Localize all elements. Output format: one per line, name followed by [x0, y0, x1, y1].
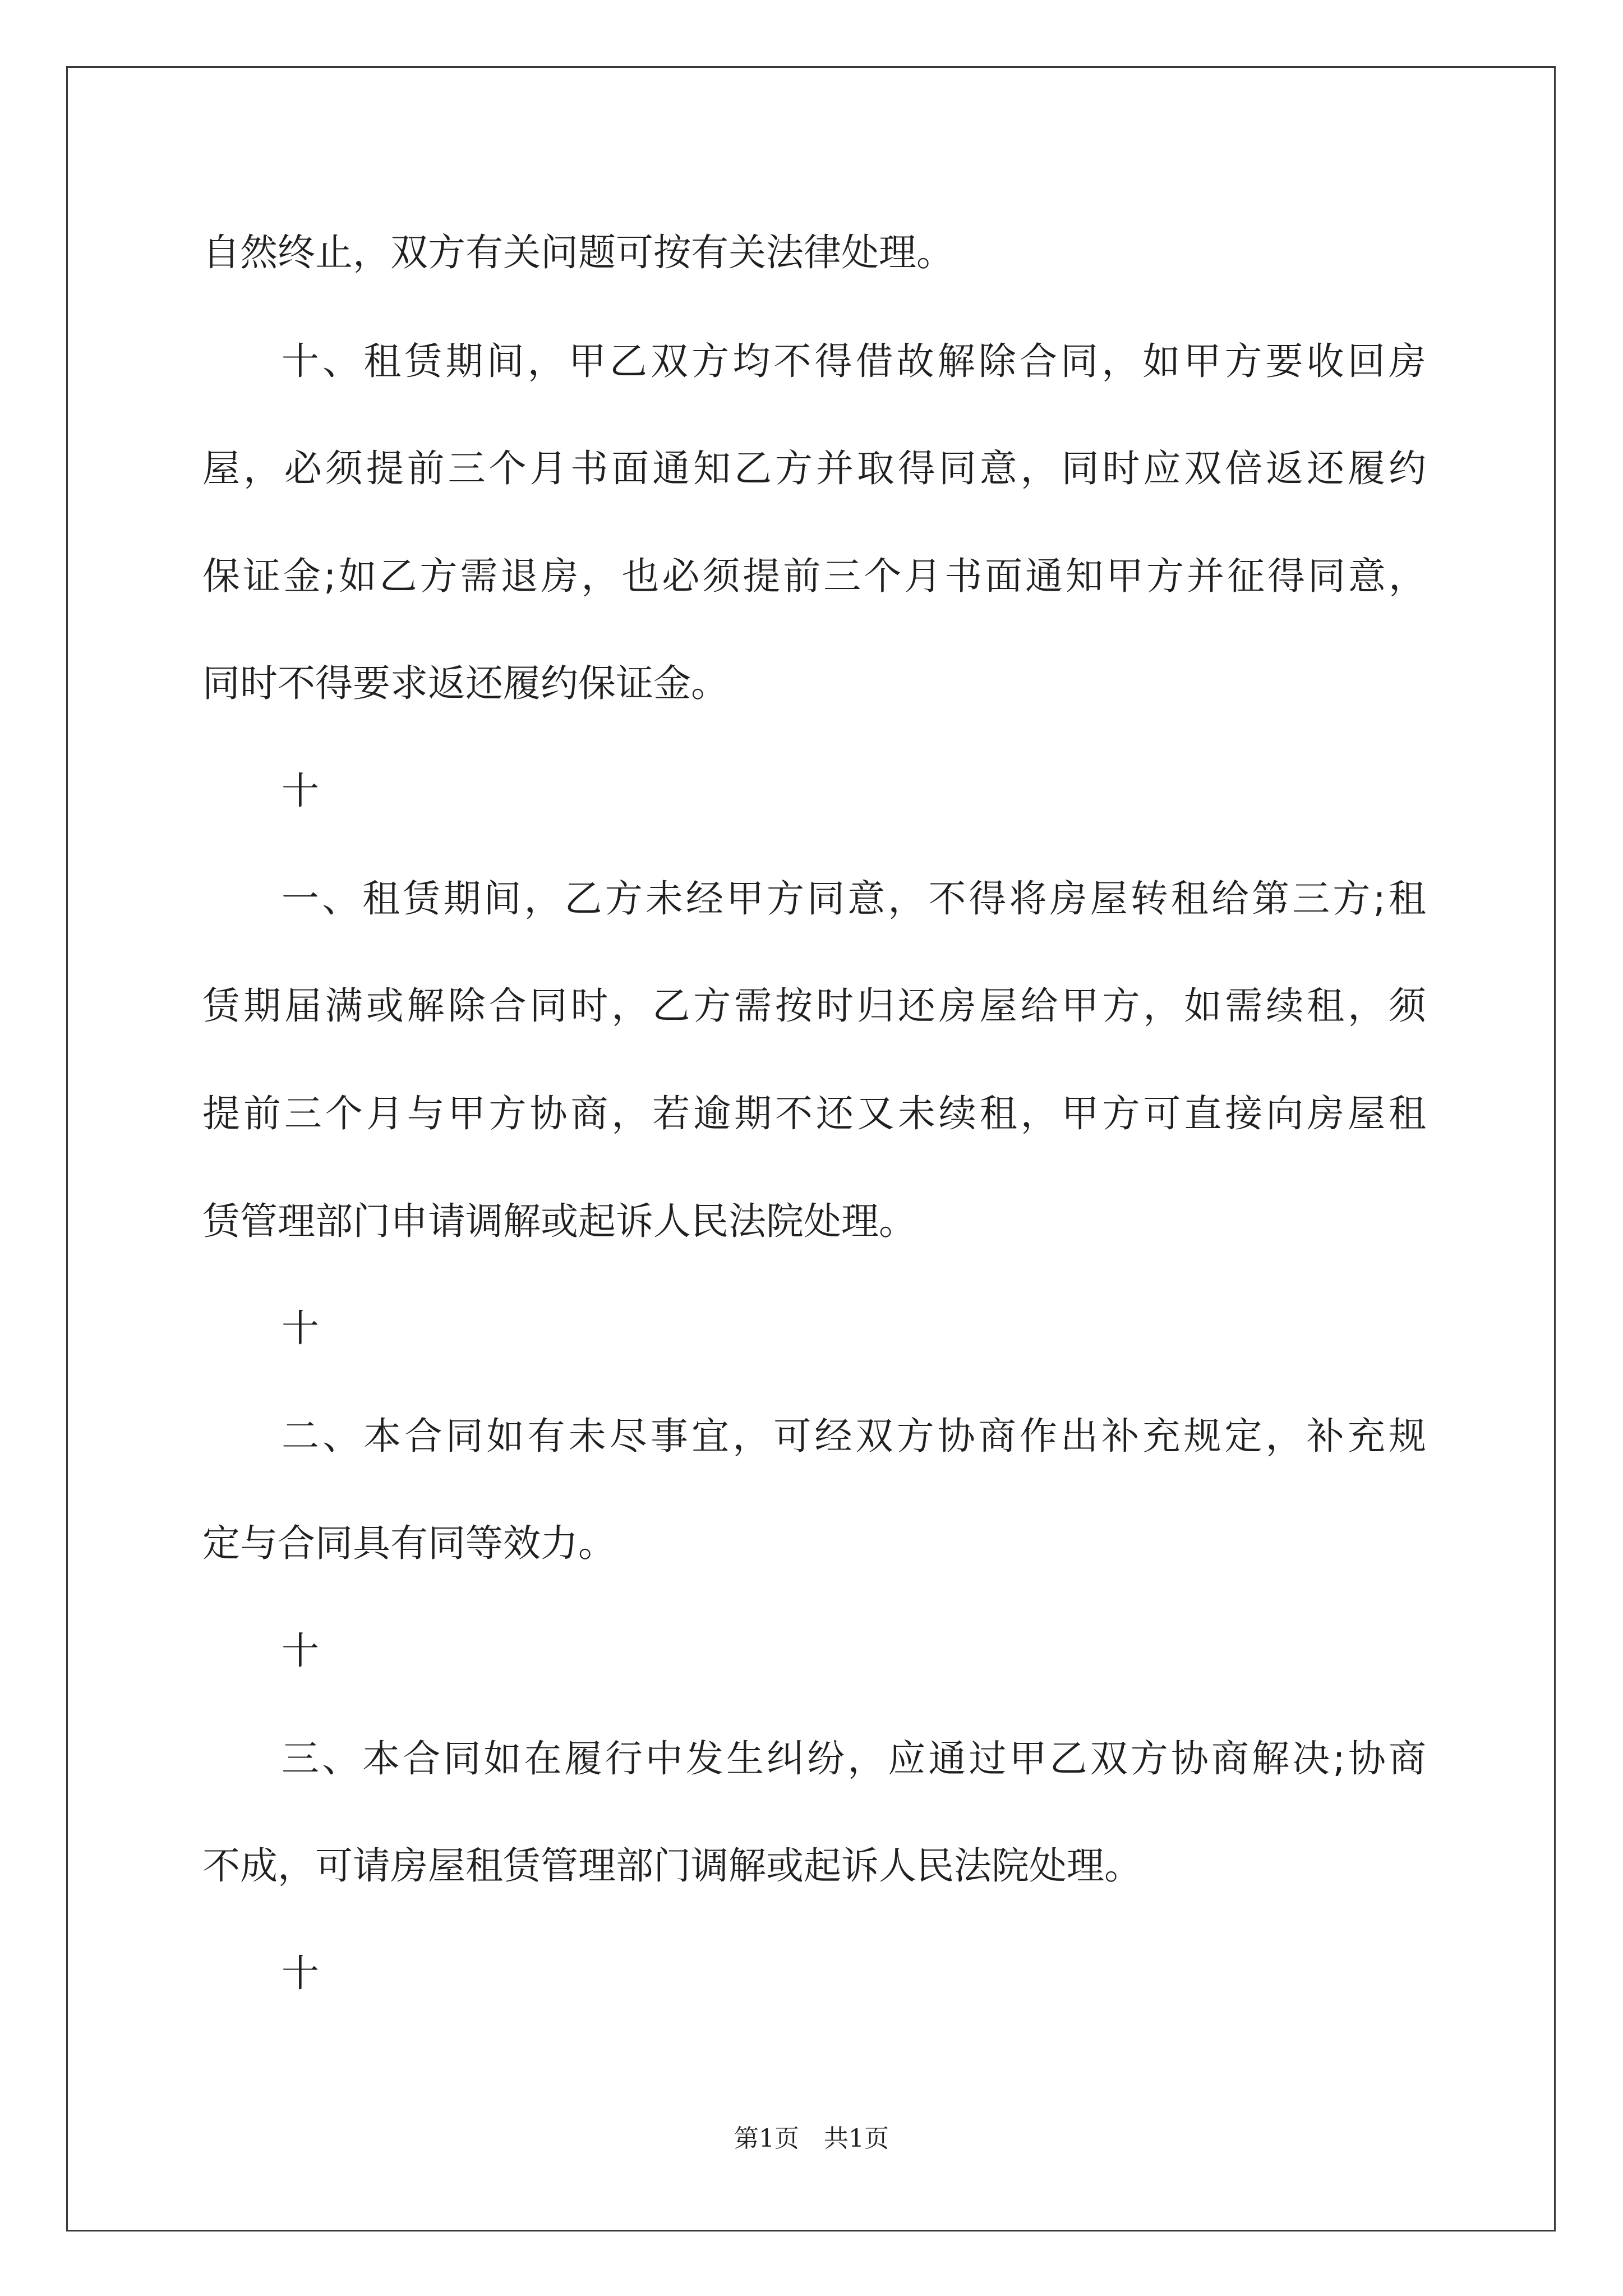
text-line: 一、租赁期间，乙方未经甲方同意，不得将房屋转租给第三方;租: [282, 877, 1426, 921]
text-line: 十: [282, 769, 319, 813]
text-line: 提前三个月与甲方协商，若逾期不还又未续租，甲方可直接向房屋租: [202, 1092, 1426, 1135]
text-line: 不成，可请房屋租赁管理部门调解或起诉人民法院处理。: [202, 1844, 1142, 1888]
text-line: 十、租赁期间，甲乙双方均不得借故解除合同，如甲方要收回房: [282, 339, 1426, 383]
text-line: 赁期届满或解除合同时，乙方需按时归还房屋给甲方，如需续租，须: [202, 984, 1426, 1028]
text-line: 屋，必须提前三个月书面通知乙方并取得同意，同时应双倍返还履约: [202, 447, 1426, 490]
text-line: 三、本合同如在履行中发生纠纷，应通过甲乙双方协商解决;协商: [282, 1737, 1426, 1780]
page-footer: 第1页 共1页: [734, 2124, 889, 2153]
text-line: 赁管理部门申请调解或起诉人民法院处理。: [202, 1199, 916, 1243]
text-line: 保证金;如乙方需退房，也必须提前三个月书面通知甲方并征得同意，: [202, 554, 1426, 598]
text-line: 自然终止，双方有关问题可按有关法律处理。: [202, 231, 954, 274]
page-border: [66, 66, 1556, 2231]
text-line: 十: [282, 1629, 319, 1673]
text-line: 二、本合同如有未尽事宜，可经双方协商作出补充规定，补充规: [282, 1414, 1426, 1458]
text-line: 同时不得要求返还履约保证金。: [202, 661, 728, 705]
text-line: 十: [282, 1952, 319, 1995]
text-line: 定与合同具有同等效力。: [202, 1521, 616, 1565]
text-line: 十: [282, 1306, 319, 1350]
